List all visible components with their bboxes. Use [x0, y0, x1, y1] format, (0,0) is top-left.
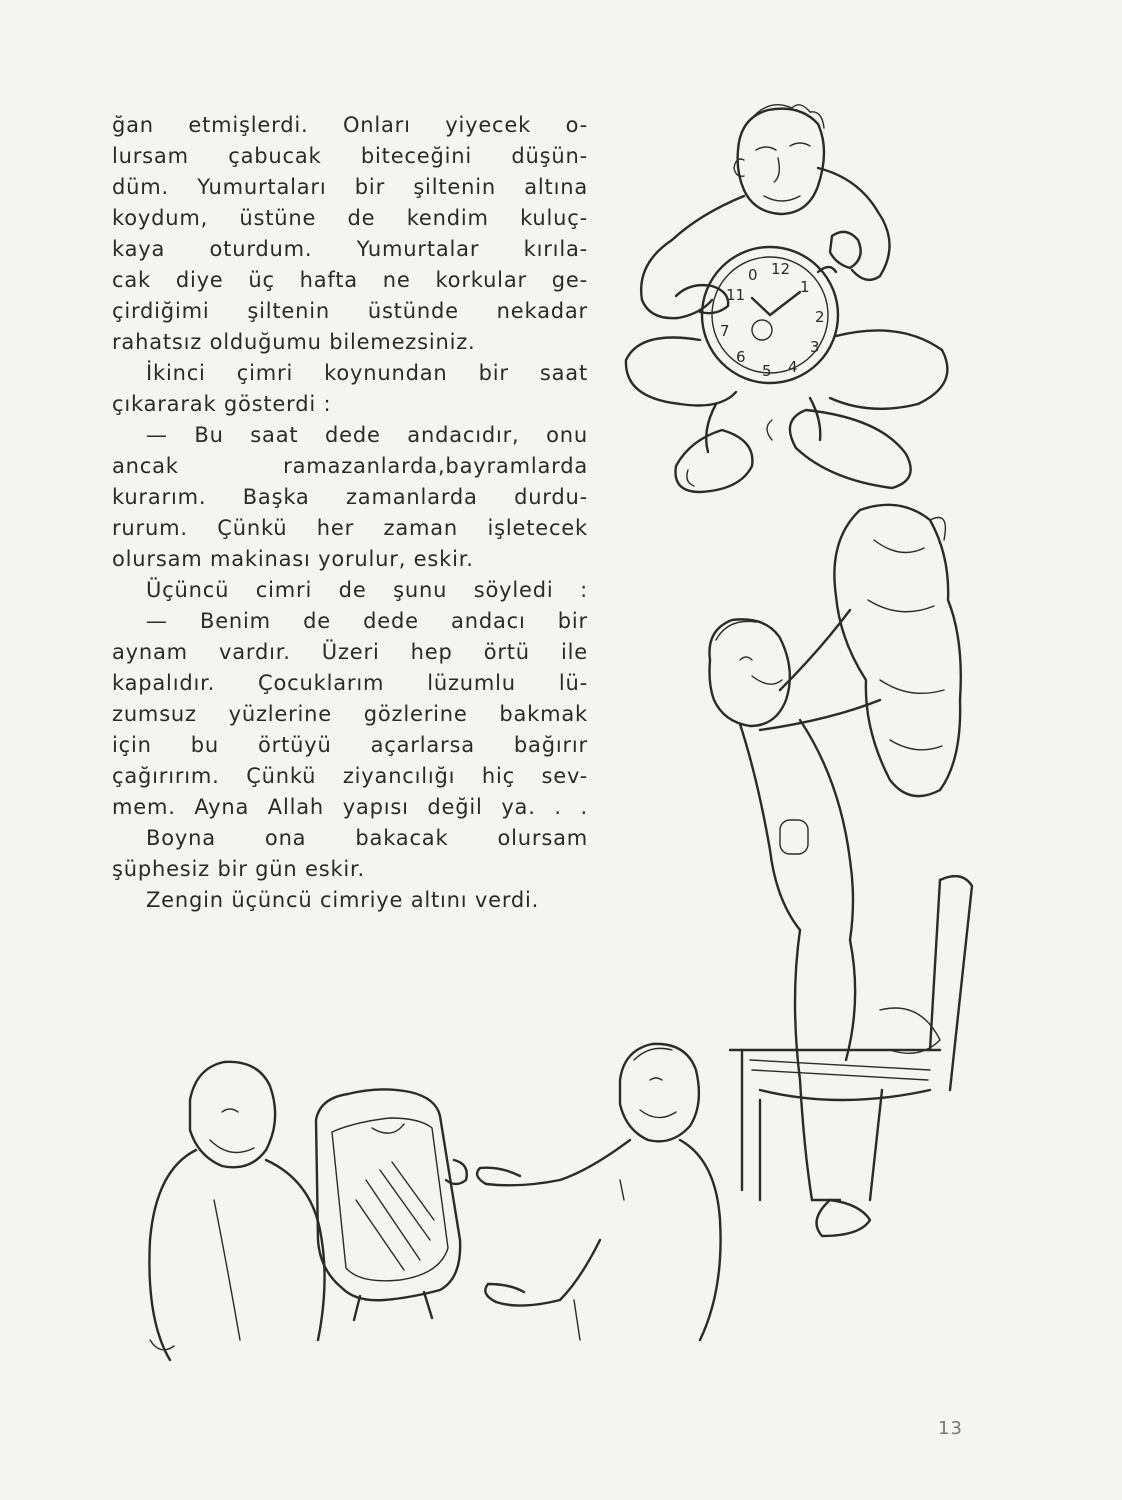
- text-line: çıkararak gösterdi :: [112, 392, 332, 416]
- paragraph-start: Zengin üçüncü cimriye altını verdi.: [146, 888, 540, 912]
- paragraph-start: Üçüncü cimri de şunu söyledi :: [146, 578, 588, 602]
- text-line: lursam çabucak biteceğini düşün-: [112, 144, 588, 168]
- dialogue-start: — Benim de dede andacı bir: [146, 609, 588, 633]
- text-line: kapalıdır. Çocuklarım lüzumlu lü-: [112, 671, 588, 695]
- page-number: 13: [938, 1418, 963, 1439]
- clock-numeral: 6: [736, 348, 746, 366]
- clock-numeral: 1: [800, 278, 810, 296]
- story-text-column: [112, 110, 588, 916]
- clock-numeral: 2: [815, 308, 825, 326]
- text-line: çirdiğimi şiltenin üstünde nekadar: [112, 299, 588, 323]
- text-line: düm. Yumurtaları bir şiltenin altına: [112, 175, 588, 199]
- text-line: için bu örtüyü açarlarsa bağırır: [112, 733, 588, 757]
- text-line: kaya oturdum. Yumurtalar kırıla-: [112, 237, 588, 261]
- clock-numeral: 0: [748, 266, 758, 284]
- text-line: rahatsız olduğumu bilemezsiniz.: [112, 330, 476, 354]
- paragraph-start: İkinci çimri koynundan bir saat: [146, 361, 588, 385]
- man-with-clock-illustration: [626, 105, 947, 492]
- text-line: cak diye üç hafta ne korkular ge-: [112, 268, 588, 292]
- text-line: kurarım. Başka zamanlarda durdu-: [112, 485, 588, 509]
- text-line: olursam makinası yorulur, eskir.: [112, 547, 474, 571]
- text-line: çağırırım. Çünkü ziyancılığı hiç sev-: [112, 764, 588, 788]
- text-line: Boyna ona bakacak olursam: [146, 826, 588, 850]
- text-line: zumsuz yüzlerine gözlerine bakmak: [112, 702, 588, 726]
- clock-numeral: 7: [720, 322, 730, 340]
- mirror-exchange-illustration: [149, 1044, 720, 1360]
- dialogue-start: — Bu saat dede andacıdır, onu: [146, 423, 588, 447]
- clock-numeral: 5: [762, 362, 772, 380]
- clock-numeral: 3: [810, 338, 820, 356]
- man-on-chair-illustration: [709, 505, 972, 1236]
- clock-numeral: 11: [726, 286, 746, 304]
- text-line: rurum. Çünkü her zaman işletecek: [112, 516, 588, 540]
- text-line: şüphesiz bir gün eskir.: [112, 857, 366, 881]
- text-line: koydum, üstüne de kendim kuluç-: [112, 206, 588, 230]
- text-line: ğan etmişlerdi. Onları yiyecek o-: [112, 113, 588, 137]
- text-line: mem. Ayna Allah yapısı değil ya. . .: [112, 795, 588, 819]
- text-line: ancak ramazanlarda,bayramlarda: [112, 454, 588, 478]
- text-line: aynam vardır. Üzeri hep örtü ile: [112, 640, 588, 664]
- clock-numeral: 12: [771, 260, 791, 278]
- clock-numeral: 4: [788, 358, 798, 376]
